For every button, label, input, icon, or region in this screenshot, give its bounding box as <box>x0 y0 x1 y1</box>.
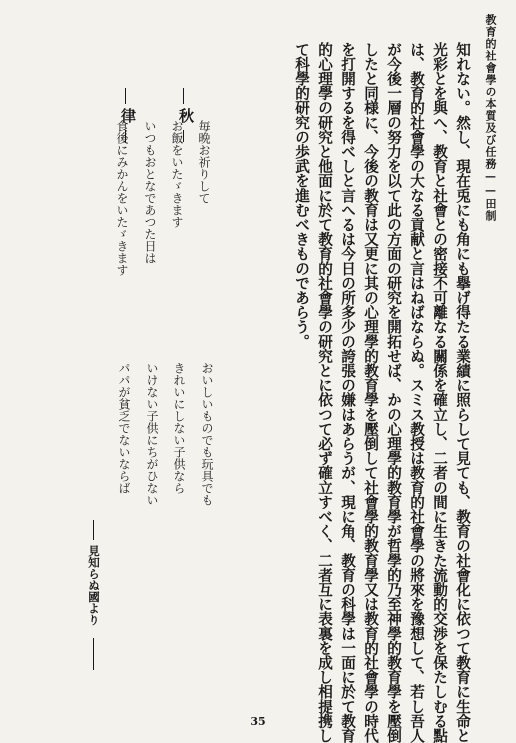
poem-line: 毎晩お祈りして <box>197 120 211 204</box>
poem-credit: 見知らぬ國より <box>87 545 101 626</box>
body-column: したと同様に、今後の教育は又更に其の心理學的教育學を壓倒して社會學的教育學又は教育的社會學の時代 <box>362 42 379 743</box>
poem-line: きれいにしない子供なら <box>172 362 186 494</box>
poem-title-char: 秋 <box>177 108 195 125</box>
body-column: は、教育的社會學の大なる貢献と言はねばならぬ。スミス教授は教育的社會學の將來を豫想して、若し吾人 <box>408 42 425 743</box>
poem-line: いつもおとなであつた日は <box>143 120 157 264</box>
poem-line: お飯をいたゞきます <box>170 120 184 228</box>
running-header: 教育的社會學の本質及び任務——田制 <box>484 14 497 222</box>
body-column: 知れない。然し、現在兎にも角にも擧げ得たる業績に照らして見ても、教育の社會化に依つて教育に生命と <box>454 42 471 743</box>
poem-line: おいしいものでも玩具でも <box>200 362 214 506</box>
body-column: て科學的研究の歩武を進むべきものであらう。 <box>293 42 310 349</box>
poem-line: いけない子供にちがひない <box>145 362 159 506</box>
credit-rule <box>93 520 94 540</box>
poem-title-rule <box>183 88 184 104</box>
body-column: が今後一層の努力を以て此の方面の研究を開拓せば、かの心理學的教育學が哲學的乃至神學的教育學を壓倒 <box>385 42 402 743</box>
page-number: 35 <box>250 715 266 728</box>
body-column: を打開するを得べしと言へるは今日の所多少の誇張の嫌はあらうが、現に角、教育の科學は一面に於て教育 <box>339 42 356 743</box>
poem-line: 食後にみかんをいたゞきます <box>115 120 129 276</box>
credit-rule <box>93 638 94 670</box>
poem-title-rule <box>125 88 126 104</box>
body-column: 的心理學の研究と他面に於て教育的社會學の研究とに依つて必ず確立すべく、二者互に表裏を成し相提携し <box>316 42 333 743</box>
poem-line: パパが貧乏でないならば <box>117 362 131 494</box>
poem-title-char: 律 <box>119 108 137 125</box>
body-column: 光彩とを與へ、教育と社會との密接不可離なる關係を確立し、二者の間に生きた流動的交渉を保たしむる點 <box>431 42 448 743</box>
